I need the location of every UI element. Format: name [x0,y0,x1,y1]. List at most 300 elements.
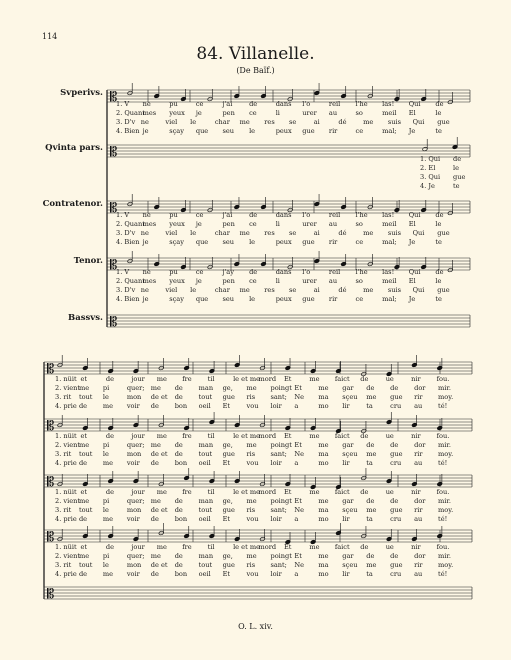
lyric-contratenor: li [275,220,280,228]
lyric-contratenor: ai [313,229,320,237]
lyric-system2: de [105,432,114,440]
lyric-tenor: rir [328,295,338,303]
lyric-contratenor: urer [302,220,317,228]
lyric-tenor: 4. Bien [116,295,140,303]
lyric-quinta: 4. Je [420,182,435,190]
lyric-system2: le et me [233,488,260,496]
lyric-system2: nir [411,488,421,496]
lyric-system2: rir [414,450,423,458]
lyric-quinta: 1. Qui [420,155,441,163]
voice-label-bassus: Bassvs. [68,313,103,323]
lyric-system2: vou [246,459,259,467]
lyric-system2: til [207,543,215,551]
lyric-system2: rir [414,393,423,401]
lyric-system2: rir [414,506,423,514]
lyric-contratenor: se [289,229,297,237]
lyric-tenor: le [435,277,442,285]
lyric-system2: 3. rit [55,561,72,569]
lyric-contratenor: au [328,220,338,228]
lyric-system2: de [105,488,114,496]
lyric-system2: 1. nüit [55,488,77,496]
lyric-system2: quer; [126,552,145,560]
lyric-quinta: de [453,155,462,163]
lyric-tenor: dé [338,286,347,294]
lyric-tenor: yeux [169,277,185,285]
lyric-system2: jour [131,432,145,440]
lyric-tenor: ai [313,286,320,294]
lyric-system2: de [390,441,399,449]
lyric-system2: au [414,515,423,523]
lyric-contratenor: ne [140,229,149,237]
lyric-system2: me [150,441,161,449]
lyric-system2: me [156,543,167,551]
lyric-system2: 4. prie [55,515,77,523]
lyric-tenor: El [408,277,416,285]
lyric-superius: Qui [408,100,421,108]
lyric-system2: de [360,375,369,383]
lyric-tenor: ne [140,286,149,294]
lyric-system2: de [174,506,183,514]
lyric-system2: sçeu [342,506,358,514]
lyric-superius: mes [142,109,157,117]
lyric-quinta: gue [453,173,466,181]
lyric-system2: me [318,497,329,505]
lyric-system2: ma [318,561,329,569]
lyric-tenor: meil [382,277,397,285]
lyric-system2: bon [174,402,188,410]
lyric-system2: me [102,515,114,523]
lyric-system2: fre [182,488,192,496]
lyric-system2: gar [342,441,354,449]
lyric-tenor: ce [249,277,257,285]
lyric-system2: oeil [198,402,211,410]
lyric-superius: que [195,127,209,135]
lyric-system2: de [390,552,399,560]
lyric-superius: 1. V [116,100,130,108]
lyric-system2: Et [222,515,231,523]
lyric-quinta: le [453,164,460,172]
lyric-system2: de [360,432,369,440]
lyric-quinta: te [453,182,460,190]
lyric-system2: 4. prie [55,570,77,578]
lyric-system2: poingt [270,384,292,392]
lyric-contratenor: seu [222,238,235,246]
lyric-system2: me [246,441,257,449]
lyric-system2: cru [390,459,402,467]
lyric-system2: moy. [438,450,454,458]
lyric-tenor: de [435,268,444,276]
lyric-contratenor: me [363,229,374,237]
lyric-system2: au [414,570,423,578]
lyric-system2: rir [414,561,423,569]
lyric-system2: me [156,432,167,440]
lyric-tenor: las! [382,268,395,276]
lyric-system2: le [102,561,109,569]
lyric-superius: de [435,100,444,108]
lyric-system2: me [318,552,329,560]
lyric-system2: gue [222,450,235,458]
lyric-system2: de [105,543,114,551]
lyric-system2: pi [102,441,110,449]
lyric-system2: lir [342,402,350,410]
lyric-superius: peux [275,127,292,135]
lyric-system2: lir [342,570,350,578]
lyric-system2: voir [126,459,140,467]
lyric-system2: mord [258,375,277,383]
lyric-contratenor: suis [387,229,401,237]
lyric-system2: de [174,393,183,401]
lyric-system2: me [366,561,377,569]
lyric-system2: tout [198,393,213,401]
lyric-system2: 3. rit [55,450,72,458]
lyric-system2: bon [174,459,188,467]
lyric-contratenor: so [355,220,363,228]
lyric-superius: le [435,109,442,117]
lyric-contratenor: rir [328,238,338,246]
lyric-contratenor: pen [222,220,235,228]
lyric-system2: me [246,497,257,505]
lyric-system2: gue [390,393,403,401]
lyric-system2: le [102,393,109,401]
lyric-system2: oeil [198,515,211,523]
lyric-superius: rir [328,127,338,135]
voice-label-superius: Svperivs. [60,88,103,98]
lyric-system2: faict [334,375,350,383]
lyric-system2: le [102,506,109,514]
lyric-contratenor: ne [142,211,151,219]
lyric-tenor: gue [302,295,315,303]
lyric-tenor: ce [355,295,364,303]
lyric-system2: au [414,459,423,467]
lyric-system2: mord [258,543,277,551]
voice-label-tenor: Tenor. [73,256,103,266]
lyric-contratenor: sçay [169,238,184,246]
lyric-contratenor: j'ai [222,211,233,219]
lyric-system2: me [78,552,90,560]
lyric-system2: gue [222,393,235,401]
lyric-system2: fre [182,375,192,383]
lyric-quinta: 3. Qui [420,173,441,181]
lyric-system2: Et [283,543,292,551]
lyric-superius: se [289,118,297,126]
footer-label: O. L. xiv. [238,622,273,631]
lyric-system2: ge, [222,384,233,392]
lyric-system2: Ne [294,561,305,569]
lyric-tenor: sçay [169,295,184,303]
lyric-system2: me [318,441,329,449]
lyric-superius: me [239,118,250,126]
lyric-system2: de et [150,450,168,458]
lyric-system2: de [78,402,88,410]
lyric-system2: gue [390,506,403,514]
piece-title: 84. Villanelle. [196,44,315,64]
lyric-system2: ris [246,561,256,569]
lyric-system2: de [360,543,369,551]
lyric-superius: pen [222,109,235,117]
lyric-system2: Et [283,432,292,440]
lyric-quinta: 2. El [420,164,436,172]
lyric-system2: loir [270,515,282,523]
lyric-system2: mo [318,570,329,578]
lyric-system2: loir [270,402,282,410]
lyric-system2: poingt [270,497,292,505]
lyric-system2: Ne [294,393,305,401]
lyric-system2: quer; [126,441,145,449]
lyric-superius: viel [165,118,178,126]
lyric-system2: de [366,497,375,505]
lyric-superius: seu [222,127,235,135]
lyric-superius: gue [302,127,315,135]
lyric-superius: dans [275,100,292,108]
lyric-system2: ue [385,375,394,383]
lyric-system2: de [366,441,375,449]
lyric-system2: me [246,552,257,560]
lyric-system2: de [150,515,159,523]
lyric-system2: té! [438,459,448,467]
lyric-tenor: ne [142,268,151,276]
lyric-system2: de et [150,393,168,401]
lyric-system2: ta [366,515,373,523]
lyric-system2: le et me [233,375,260,383]
lyric-system2: me [156,375,167,383]
lyric-contratenor: dans [275,211,292,219]
lyric-system2: de [174,384,183,392]
clef-icon: 𝄡 [110,315,118,330]
lyric-system2: ma [318,506,329,514]
lyric-superius: j'ai [222,100,233,108]
lyric-system2: té! [438,570,448,578]
lyric-tenor: char [214,286,230,294]
lyric-contratenor: ce [249,220,257,228]
lyric-system2: gue [390,450,403,458]
lyric-system2: Ne [294,450,305,458]
lyric-system2: de [390,497,399,505]
lyric-superius: 4. Bien [116,127,140,135]
lyric-system2: me [366,393,377,401]
lyric-tenor: mes [142,277,157,285]
lyric-superius: Qui [412,118,425,126]
lyric-tenor: reil [328,268,341,276]
lyric-tenor: li [275,277,280,285]
lyric-system2: dor [414,441,426,449]
lyric-system2: gar [342,552,354,560]
lyric-tenor: le [249,295,256,303]
lyric-system2: et [80,543,87,551]
lyric-system2: sçeu [342,393,358,401]
lyric-system2: ge, [222,552,233,560]
lyric-system2: 1. nüit [55,432,77,440]
lyric-system2: voir [126,570,140,578]
lyric-contratenor: reil [328,211,341,219]
lyric-contratenor: las! [382,211,395,219]
lyric-contratenor: je [142,238,149,246]
lyric-tenor: se [289,286,297,294]
lyric-contratenor: meil [382,220,397,228]
lyric-system2: loir [270,570,282,578]
lyric-system2: me [309,543,320,551]
lyric-system2: voir [126,515,140,523]
lyric-system2: tout [78,393,93,401]
lyric-superius: l'he [355,100,368,108]
lyric-contratenor: de [249,211,258,219]
lyric-system2: faict [334,543,350,551]
lyric-system2: me [150,552,161,560]
lyric-contratenor: ce [195,211,204,219]
lyric-system2: 2. vient [55,384,81,392]
lyric-superius: l'o [302,100,311,108]
lyric-tenor: peux [275,295,292,303]
clef-icon: 𝄡 [47,530,55,545]
lyric-system2: quer; [126,497,145,505]
lyric-system2: nir [411,432,421,440]
lyric-system2: de [174,450,183,458]
lyric-system2: ris [246,393,256,401]
clef-icon: 𝄡 [47,419,55,434]
lyric-system2: de [105,375,114,383]
lyric-system2: me [318,384,329,392]
lyric-tenor: Je [408,295,416,303]
lyric-superius: las! [382,100,395,108]
lyric-system2: de et [150,506,168,514]
lyric-contratenor: ce [355,238,364,246]
lyric-contratenor: res [264,229,275,237]
lyric-system2: tout [198,506,213,514]
clef-icon: 𝄡 [47,475,55,490]
lyric-system2: tout [198,561,213,569]
lyric-superius: au [328,109,338,117]
lyric-system2: fou. [436,432,450,440]
lyric-system2: ma [318,450,329,458]
lyric-contratenor: le [435,220,442,228]
lyric-system2: et [80,488,87,496]
lyric-system2: Et [283,375,292,383]
lyric-superius: reil [328,100,341,108]
lyric-tenor: je [142,295,149,303]
lyric-system2: man [198,552,214,560]
lyric-system2: moy. [438,393,454,401]
lyric-contratenor: 3. D'v [116,229,136,237]
lyric-system2: mon [126,506,142,514]
lyric-system2: sçeu [342,450,358,458]
clef-icon: 𝄡 [47,362,55,377]
lyric-system2: faict [334,488,350,496]
lyric-contratenor: yeux [169,220,185,228]
lyric-tenor: res [264,286,275,294]
lyric-system2: tout [78,561,93,569]
lyric-contratenor: Qui [408,211,421,219]
clef-icon: 𝄡 [110,145,118,160]
lyric-system2: gue [222,561,235,569]
lyric-system2: Et [294,384,302,392]
lyric-superius: le [249,127,256,135]
lyric-contratenor: pu [169,211,178,219]
page-number: 114 [42,32,58,41]
lyric-contratenor: 4. Bien [116,238,140,246]
lyric-tenor: de [249,268,258,276]
lyric-system2: vou [246,515,259,523]
lyric-superius: pu [169,100,178,108]
lyric-system2: man [198,441,214,449]
lyric-tenor: te [435,295,442,303]
lyric-system2: 2. vient [55,441,81,449]
lyric-superius: suis [387,118,401,126]
lyric-system2: 4. prie [55,459,77,467]
lyric-system2: de [78,459,88,467]
lyric-system2: de [366,552,375,560]
lyric-system2: me [102,570,114,578]
lyric-system2: jour [131,375,145,383]
lyric-system2: de [174,441,183,449]
lyric-superius: mal; [382,127,397,135]
lyric-contratenor: dé [338,229,347,237]
lyric-superius: res [264,118,275,126]
lyric-superius: meil [382,109,397,117]
lyric-system2: au [414,402,423,410]
lyric-contratenor: char [214,229,230,237]
lyric-superius: me [363,118,374,126]
lyric-system2: fou. [436,375,450,383]
lyric-tenor: me [239,286,250,294]
lyric-system2: 4. prie [55,402,77,410]
lyric-contratenor: Je [408,238,416,246]
lyric-superius: te [435,127,442,135]
lyric-system2: me [309,432,320,440]
lyric-system2: me [309,375,320,383]
lyric-system2: til [207,375,215,383]
lyric-contratenor: me [239,229,250,237]
lyric-system2: de [366,384,375,392]
lyric-tenor: j'ay [222,268,234,276]
lyric-system2: me [102,402,114,410]
clef-icon: 𝄡 [47,587,55,602]
lyric-system2: jour [131,488,145,496]
lyric-system2: de [150,459,159,467]
lyric-superius: yeux [169,109,185,117]
lyric-tenor: so [355,277,363,285]
lyric-contratenor: que [195,238,209,246]
lyric-system2: Et [283,488,292,496]
lyric-system2: me [366,450,377,458]
lyric-system2: ta [366,402,373,410]
lyric-system2: fou. [436,488,450,496]
lyric-system2: ta [366,570,373,578]
lyric-system2: oeil [198,570,211,578]
lyric-system2: gue [390,561,403,569]
lyric-system2: le [102,450,109,458]
lyric-system2: mord [258,488,277,496]
lyric-contratenor: le [249,238,256,246]
lyric-system2: mo [318,402,329,410]
lyric-system2: 1. nüit [55,375,77,383]
lyric-superius: ce [355,127,364,135]
lyric-system2: gar [342,497,354,505]
lyric-superius: Je [408,127,416,135]
lyric-system2: Et [222,570,231,578]
lyric-system2: me [78,384,90,392]
lyric-contratenor: je [195,220,202,228]
lyric-system2: Et [222,402,231,410]
lyric-system2: man [198,497,214,505]
lyric-contratenor: 2. Quant [116,220,145,228]
lyric-system2: fre [182,543,192,551]
lyric-system2: té! [438,402,448,410]
lyric-system2: et [80,375,87,383]
lyric-system2: me [78,497,90,505]
lyric-system2: ue [385,432,394,440]
lyric-system2: sant; [270,561,287,569]
lyric-superius: ce [249,109,257,117]
lyric-tenor: 1. V [116,268,130,276]
